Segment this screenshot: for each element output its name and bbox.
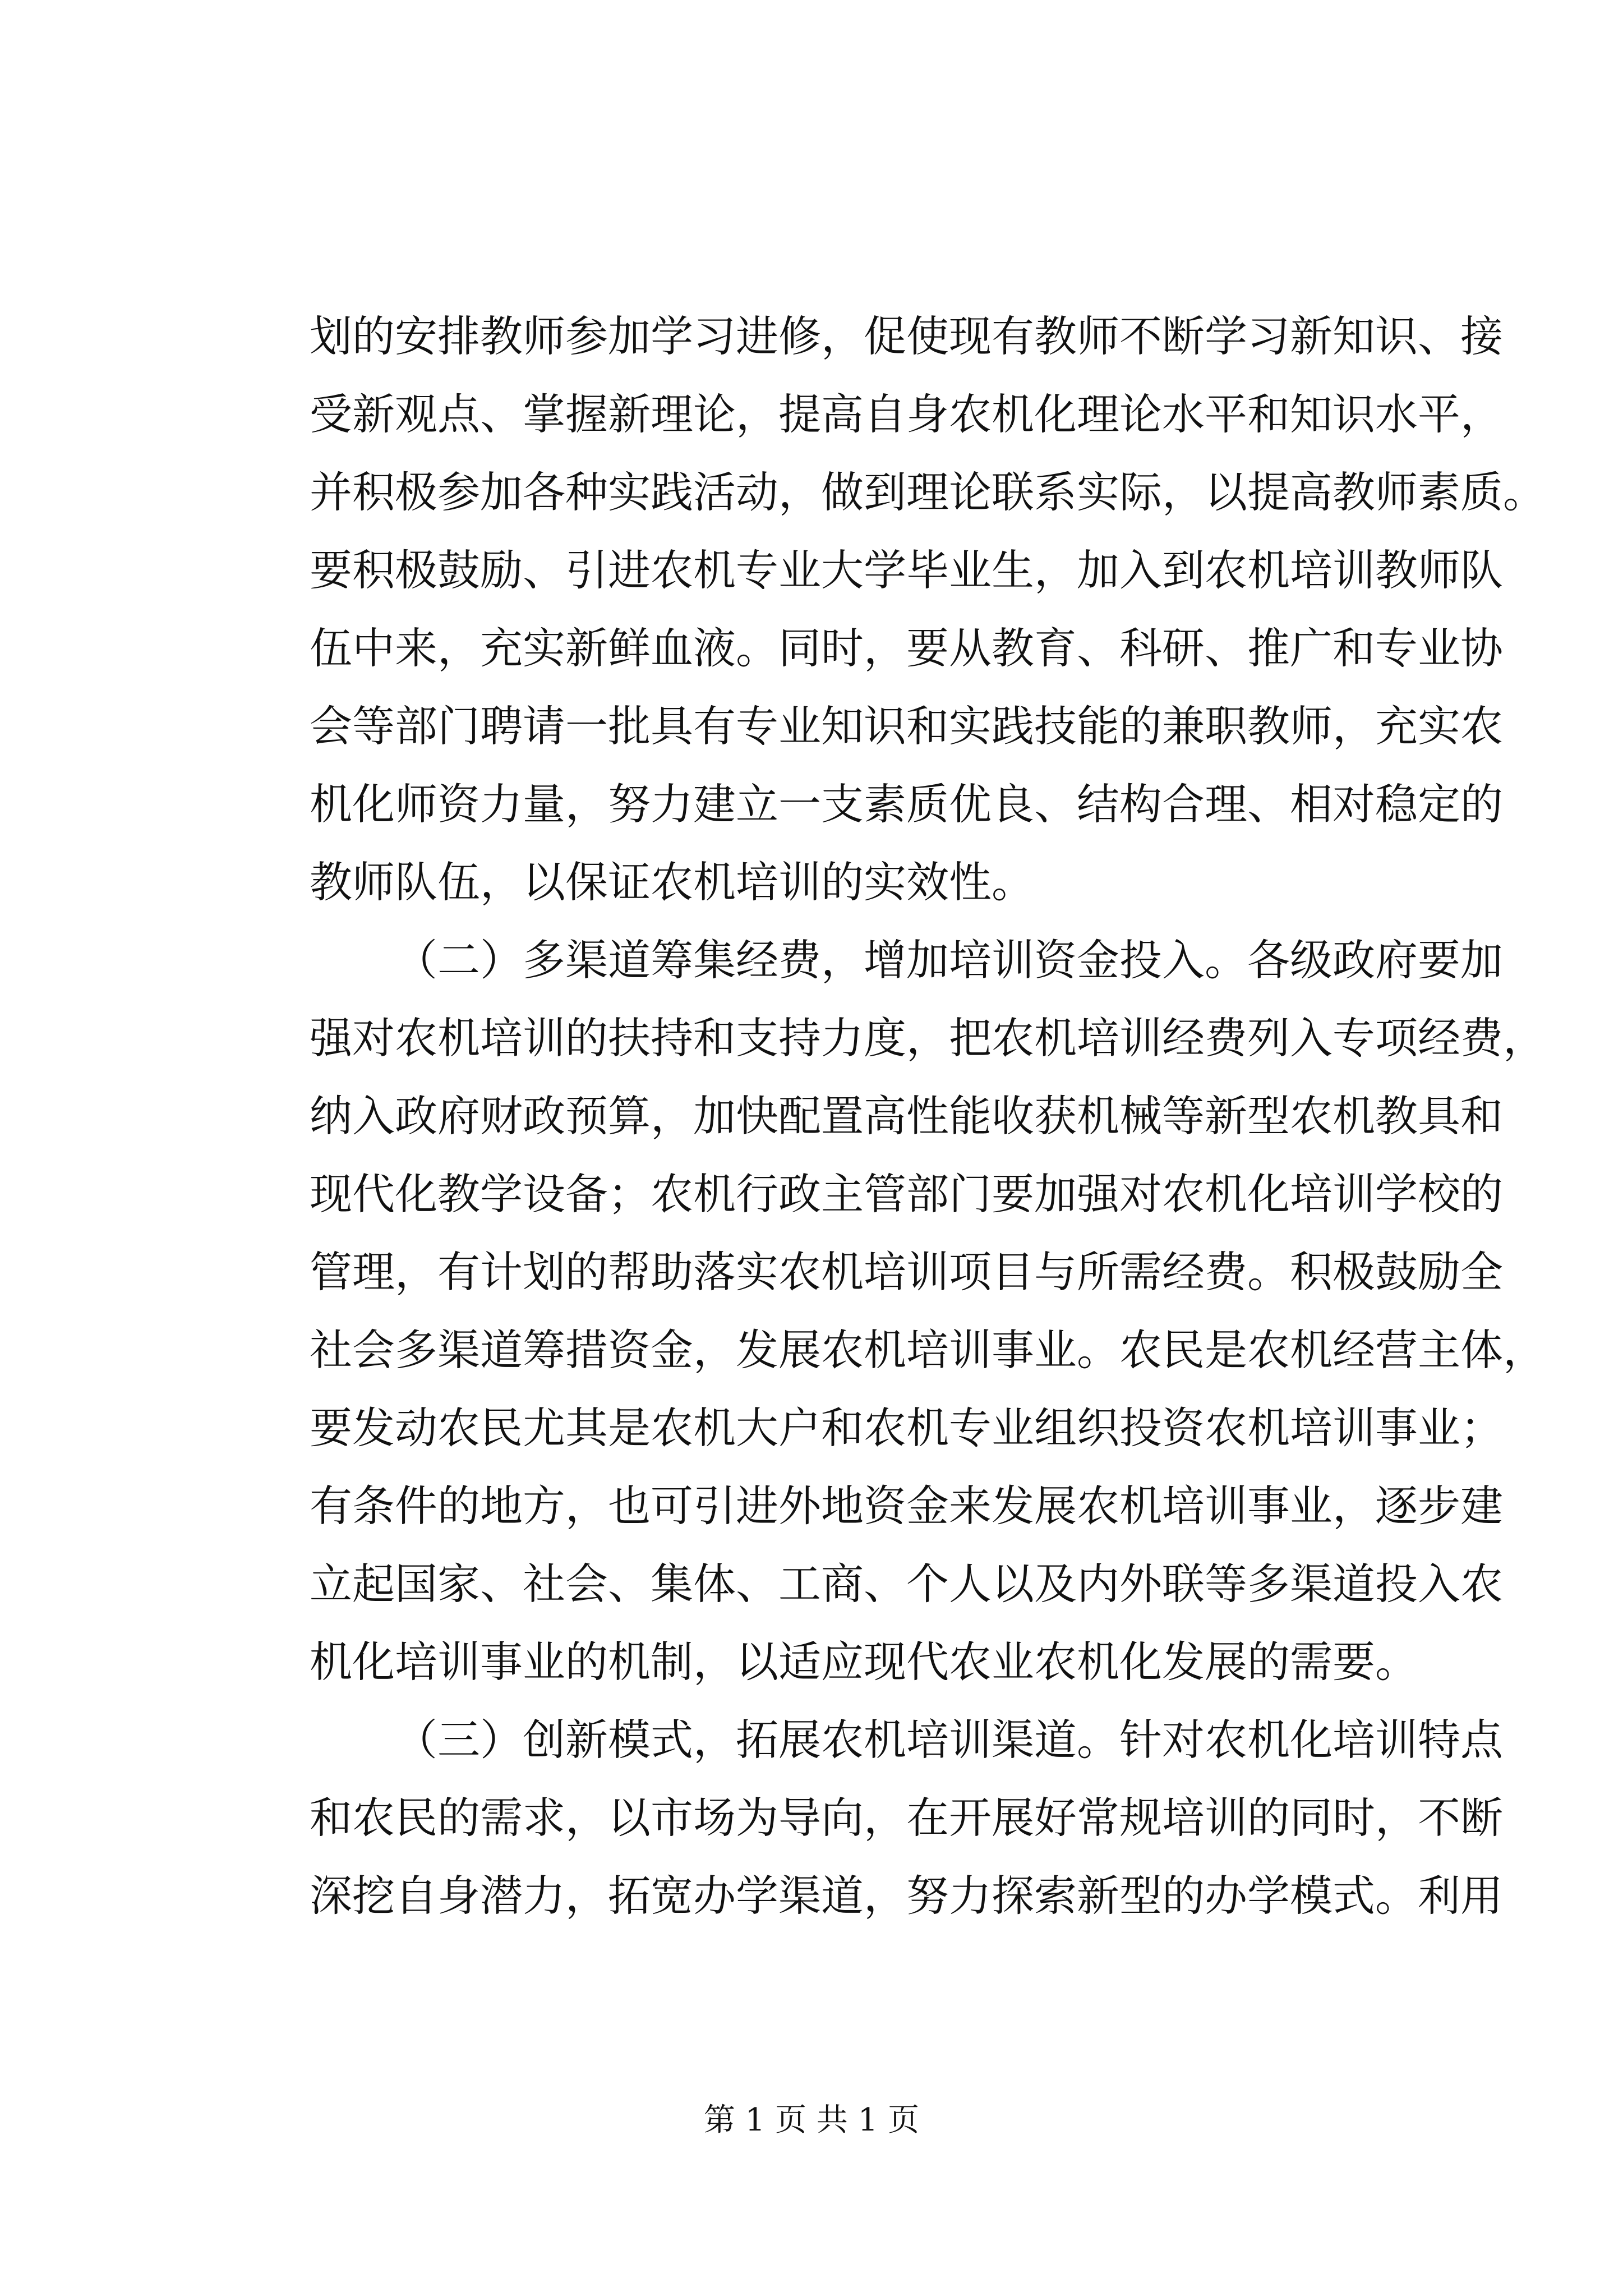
page-footer: 第 1 页 共 1 页 bbox=[703, 2102, 920, 2138]
body-text bbox=[310, 297, 1546, 1935]
text-line: 强对农机培训的扶持和支持力度，把农机培训经费列入专项经费， bbox=[310, 1013, 1546, 1063]
text-line: 并积极参加各种实践活动，做到理论联系实际，以提高教师素质。 bbox=[310, 467, 1546, 517]
text-line: 要积极鼓励、引进农机专业大学毕业生，加入到农机培训教师队 bbox=[310, 545, 1503, 595]
text-line: 有条件的地方，也可引进外地资金来发展农机培训事业，逐步建 bbox=[310, 1481, 1503, 1531]
text-line: 会等部门聘请一批具有专业知识和实践技能的兼职教师，充实农 bbox=[310, 701, 1503, 751]
paragraph-heading-2: （二）多渠道筹集经费，增加培训资金投入。各级政府要加 bbox=[395, 935, 1503, 985]
text-line: 纳入政府财政预算，加快配置高性能收获机械等新型农机教具和 bbox=[310, 1091, 1503, 1141]
text-line: 和农民的需求，以市场为导向，在开展好常规培训的同时，不断 bbox=[310, 1793, 1503, 1843]
text-line: 教师队伍，以保证农机培训的实效性。 bbox=[310, 857, 1034, 907]
text-line: 现代化教学设备；农机行政主管部门要加强对农机化培训学校的 bbox=[310, 1169, 1503, 1219]
text-line: 深挖自身潜力，拓宽办学渠道，努力探索新型的办学模式。利用 bbox=[310, 1871, 1503, 1921]
text-line: 伍中来，充实新鲜血液。同时，要从教育、科研、推广和专业协 bbox=[310, 623, 1503, 673]
text-line: 受新观点、掌握新理论，提高自身农机化理论水平和知识水平， bbox=[310, 389, 1503, 439]
text-line: 社会多渠道筹措资金，发展农机培训事业。农民是农机经营主体， bbox=[310, 1325, 1546, 1375]
text-line: 立起国家、社会、集体、工商、个人以及内外联等多渠道投入农 bbox=[310, 1559, 1503, 1609]
paragraph-heading-3: （三）创新模式，拓展农机培训渠道。针对农机化培训特点 bbox=[395, 1715, 1503, 1765]
text-line: 机化培训事业的机制，以适应现代农业农机化发展的需要。 bbox=[310, 1637, 1418, 1687]
text-line: 管理，有计划的帮助落实农机培训项目与所需经费。积极鼓励全 bbox=[310, 1247, 1503, 1297]
text-line: 机化师资力量，努力建立一支素质优良、结构合理、相对稳定的 bbox=[310, 779, 1503, 829]
text-line: 要发动农民尤其是农机大户和农机专业组织投资农机培训事业； bbox=[310, 1403, 1503, 1453]
text-line: 划的安排教师参加学习进修，促使现有教师不断学习新知识、接 bbox=[310, 311, 1503, 361]
